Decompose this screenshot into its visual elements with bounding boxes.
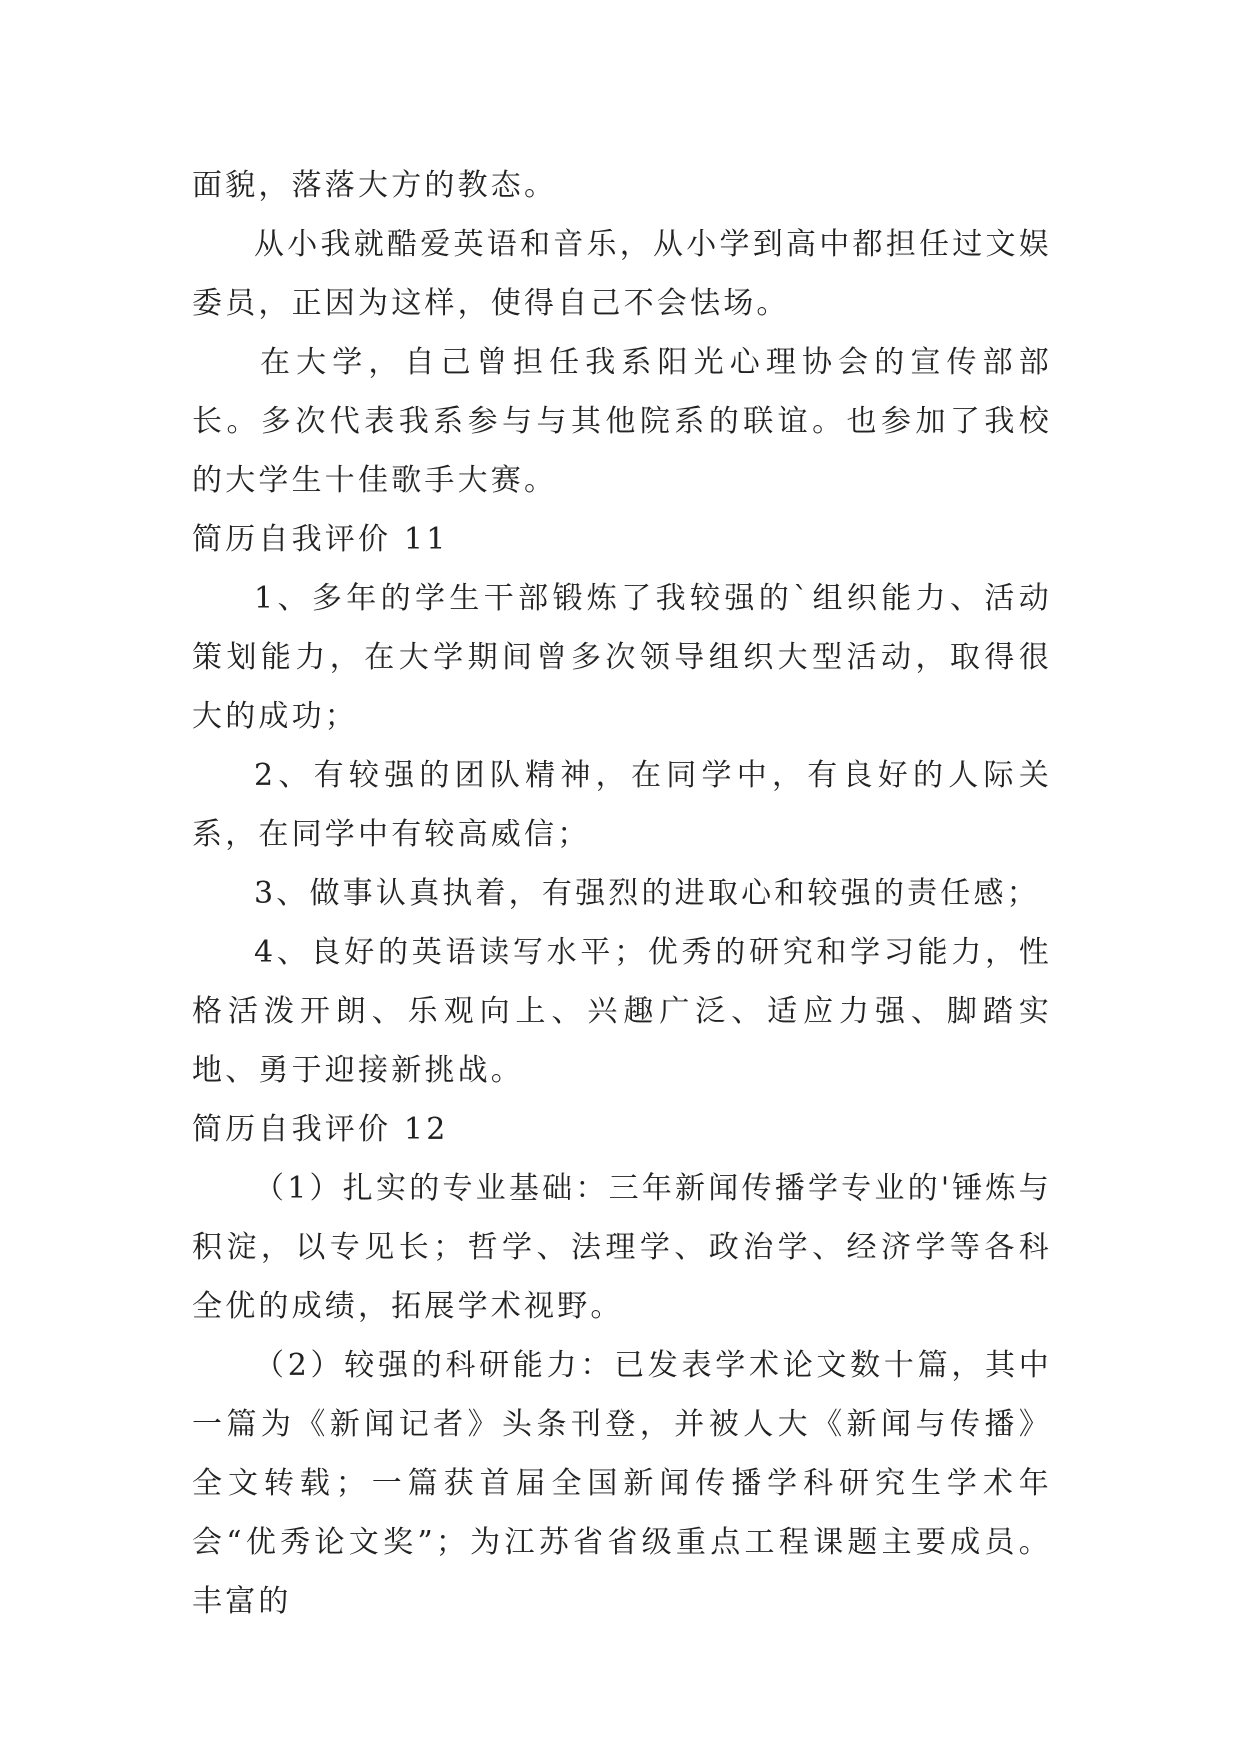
section-heading-12: 简历自我评价 12 [192,1112,449,1147]
list-item-12-2: （2）较强的科研能力：已发表学术论文数十篇，其中一篇为《新闻记者》头条刊登，并被人大《新闻与传播》全文转载；一篇获首届全国新闻传播学科研究生学术年会“优秀论文奖”；为江苏省省级重点工程课题主要成员。丰富的 [192,1348,1052,1619]
paragraph-hobbies: 从小我就酷爱英语和音乐，从小学到高中都担任过文娱委员，正因为这样，使得自己不会怯场。 [192,227,1052,321]
section-heading-11: 简历自我评价 11 [192,522,449,557]
document-body [192,156,1052,1631]
list-item-11-2: 2、有较强的团队精神，在同学中，有良好的人际关系，在同学中有较高威信； [192,758,1052,852]
list-item-12-1: （1）扎实的专业基础：三年新闻传播学专业的'锤炼与积淀，以专见长；哲学、法理学、政治学、经济学等各科全优的成绩，拓展学术视野。 [192,1171,1052,1324]
paragraph-university-roles: 在大学，自己曾担任我系阳光心理协会的宣传部部长。多次代表我系参与与其他院系的联谊。也参加了我校的大学生十佳歌手大赛。 [192,345,1052,498]
paragraph-teaching-demeanor: 面貌，落落大方的教态。 [192,168,558,203]
list-item-11-3: 3、做事认真执着，有强烈的进取心和较强的责任感； [254,876,1040,911]
list-item-11-1: 1、多年的学生干部锻炼了我较强的`组织能力、活动策划能力，在大学期间曾多次领导组织大型活动，取得很大的成功； [192,581,1052,734]
list-item-11-4: 4、良好的英语读写水平；优秀的研究和学习能力，性格活泼开朗、乐观向上、兴趣广泛、适应力强、脚踏实地、勇于迎接新挑战。 [192,935,1052,1088]
